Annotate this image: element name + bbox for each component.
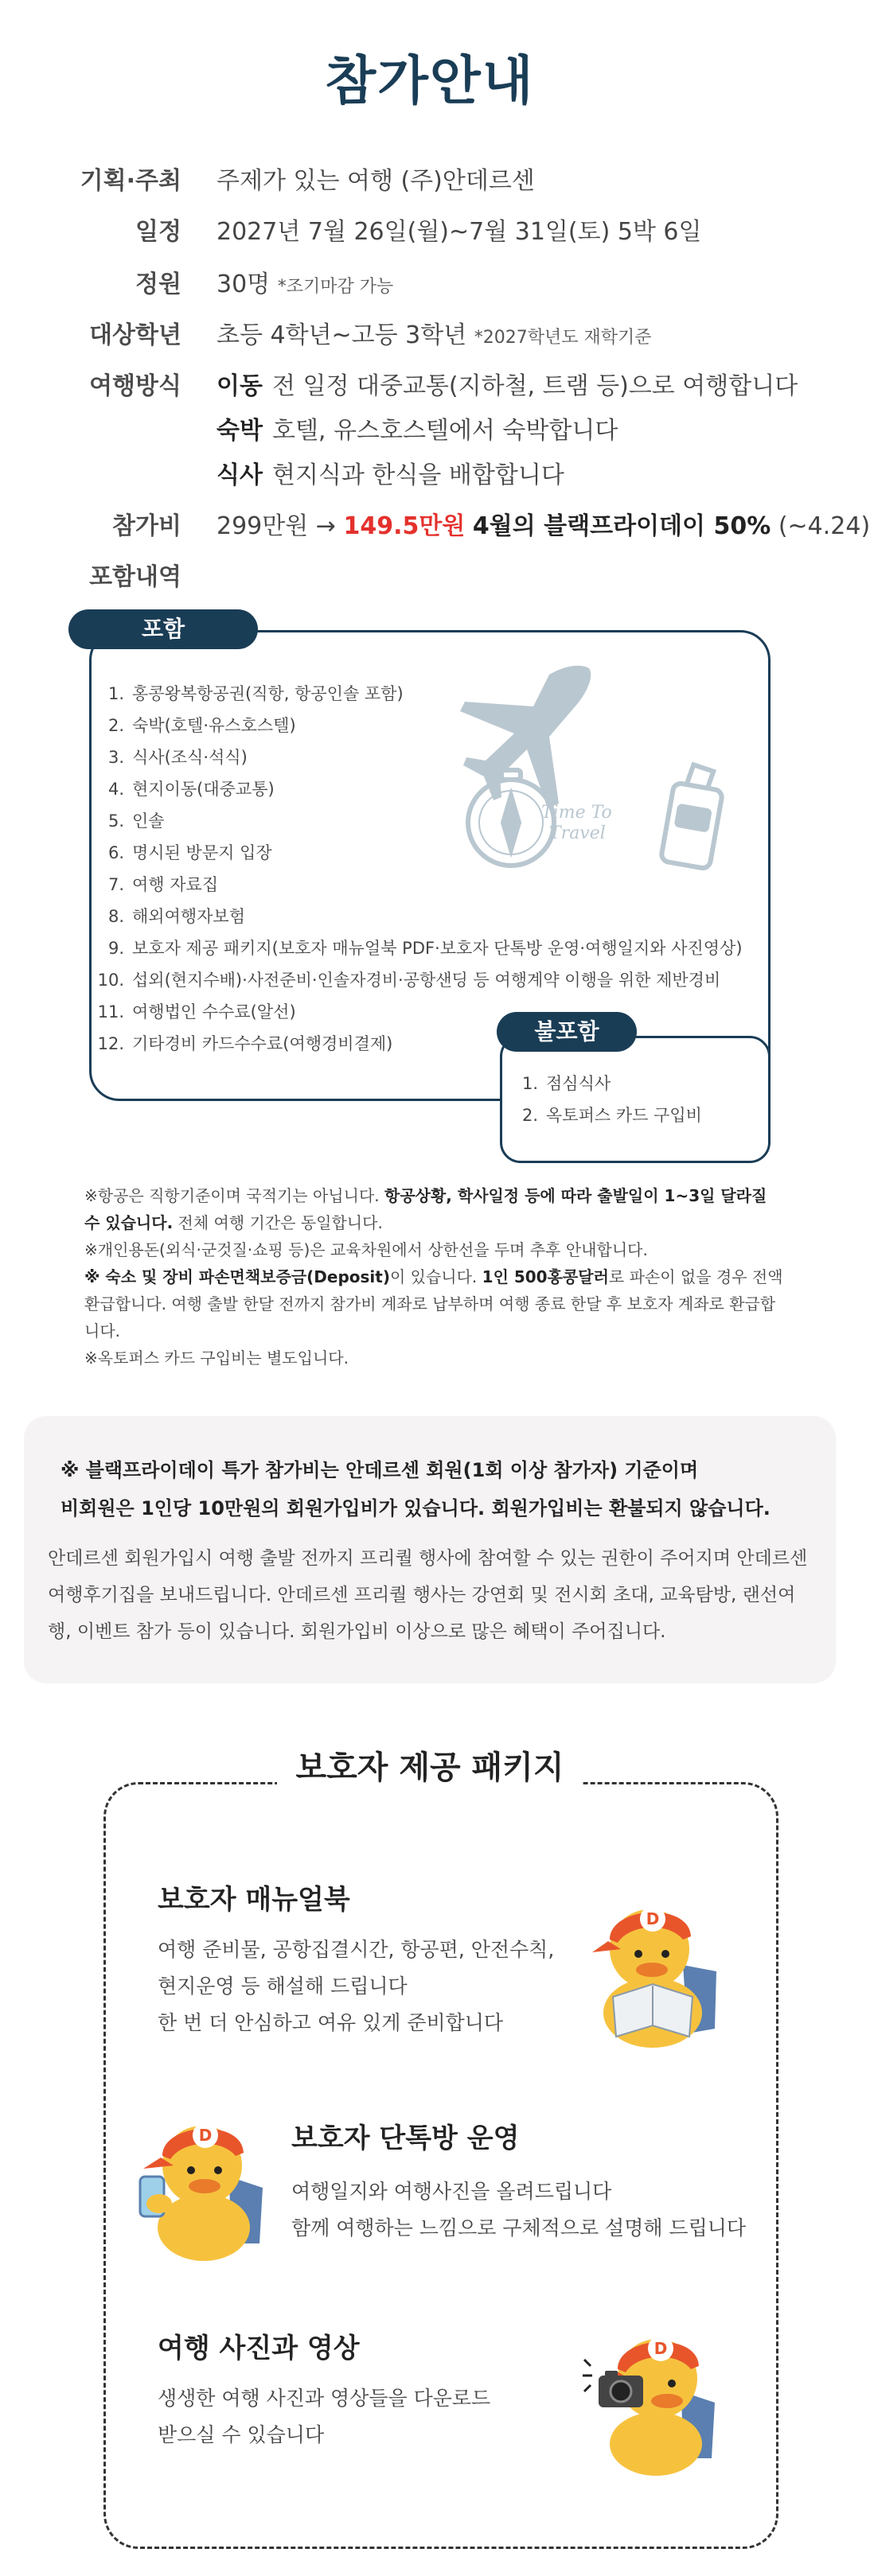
info-row-schedule (0, 212, 860, 256)
info-label: 기획·주최 (80, 167, 181, 195)
duck-mascot-phone (135, 2100, 271, 2267)
cap-letter: D (653, 2339, 668, 2358)
info-row-method (0, 366, 860, 411)
info-row-method-stay (0, 411, 860, 455)
note-deposit: ※ 숙소 및 장비 파손면책보증금(Deposit)이 있습니다. 1인 500홍콩달러로 파손이 없을 경우 전액 환급합니다. 여행 출발 한달 전까지 참가비 계좌로 납부하며 여행 종료 한달 후 보호자 계좌로 환급합니다. (84, 1267, 783, 1341)
note-flight: ※항공은 직항기준이며 국적기는 아닙니다. 항공상황, 학사일정 등에 따라 출발일이 1~3일 달라질 수 있습니다. 전체 여행 기간은 동일합니다. (84, 1186, 767, 1232)
info-row-capacity (0, 264, 860, 309)
price-old: 299만원 (217, 512, 309, 540)
list-item: 7. 여행 자료집 (107, 875, 219, 894)
note-octopus: ※옥토퍼스 카드 구입비는 별도입니다. (84, 1348, 349, 1368)
info-label: 여행방식 (89, 372, 181, 400)
price-new: 149.5만원 (343, 512, 466, 540)
list-item: 3. 식사(조식·석식) (107, 748, 248, 767)
info-label: 정원 (135, 270, 181, 298)
grade-value: 초등 4학년~고등 3학년 (217, 321, 467, 349)
capacity-note: *조기마감 가능 (277, 277, 394, 297)
list-item: 2. 숙박(호텔·유스호스텔) (107, 716, 296, 735)
member-notice-line2: 비회원은 1인당 10만원의 회원가입비가 있습니다. 회원가입비는 환불되지 않습니다. (60, 1497, 771, 1520)
list-item: 4. 현지이동(대중교통) (107, 780, 275, 799)
duck-mascot-reading (589, 1878, 724, 2053)
capacity-value: 30명 (217, 270, 271, 298)
grade-note: *2027학년도 재학기준 (474, 328, 652, 348)
info-label: 대상학년 (89, 321, 181, 349)
promo-date: (~4.24) (778, 512, 870, 540)
list-item: 5. 인솔 (107, 811, 165, 831)
list-item: 9. 보호자 제공 패키지(보호자 매뉴얼북 PDF·보호자 단톡방 운영·여행일지와 사진영상) (107, 939, 743, 958)
list-item: 10. 섭외(현지수배)·사전준비·인솔자경비·공항샌딩 등 여행계약 이행을 위한 제반경비 (97, 971, 721, 990)
method-text: 호텔, 유스호스텔에서 숙박합니다 (271, 417, 618, 445)
method-key: 이동 (217, 372, 263, 400)
illustration-text: Time To (541, 803, 612, 823)
exclude-tag: 불포함 (497, 1012, 637, 1052)
method-text: 전 일정 대중교통(지하철, 트램 등)으로 여행합니다 (271, 372, 798, 400)
method-key: 식사 (217, 461, 263, 489)
info-value-wrap (217, 315, 652, 350)
list-item: 12. 기타경비 카드수수료(여행경비결제) (97, 1034, 393, 1053)
include-tag: 포함 (68, 609, 258, 649)
notes (84, 1182, 785, 1372)
info-row-organizer (0, 161, 860, 205)
method-line-meal (217, 455, 564, 490)
info-row-grade (0, 315, 860, 360)
method-line-move (217, 366, 798, 401)
list-item: 8. 해외여행자보험 (107, 907, 246, 926)
feature-title: 보호자 단톡방 운영 (291, 2123, 520, 2154)
method-text: 현지식과 한식을 배합합니다 (271, 461, 564, 489)
info-value-wrap (217, 264, 393, 299)
list-item: 1. 홍콩왕복항공권(직항, 항공인솔 포함) (107, 684, 404, 703)
info-row-method-meal (0, 455, 860, 500)
method-line-stay (217, 411, 618, 446)
illustration-text: Travel (549, 823, 606, 843)
arrow-icon: → (315, 512, 336, 540)
member-notice-line1: ※ 블랙프라이데이 특가 참가비는 안데르센 회원(1회 이상 참가자) 기준이며 (60, 1459, 699, 1481)
feature-body: 여행 준비물, 공항집결시간, 항공편, 안전수칙, 현지운영 등 해설해 드립니다 한 번 더 안심하고 여유 있게 준비합니다 (158, 1938, 555, 2034)
exclude-list (506, 1068, 702, 1131)
info-label: 일정 (135, 218, 181, 246)
price-line (217, 506, 870, 541)
info-row-includes (0, 557, 860, 601)
info-value: 2027년 7월 26일(월)~7월 31일(토) 5박 6일 (217, 218, 702, 246)
info-label: 참가비 (112, 512, 181, 540)
note-allowance: ※개인용돈(외식·군것질·쇼핑 등)은 교육차원에서 상한선을 두며 추후 안내합니다. (84, 1240, 648, 1259)
list-item: 11. 여행법인 수수료(알선) (97, 1002, 296, 1021)
cap-letter: D (646, 1909, 660, 1928)
info-label: 포함내역 (89, 563, 181, 591)
feature-body: 여행일지와 여행사진을 올려드립니다 함께 여행하는 느낌으로 구체적으로 설명해 드립니다 (291, 2180, 747, 2239)
suitcase-icon (661, 765, 723, 870)
feature-title: 여행 사진과 영상 (158, 2333, 360, 2364)
airplane-icon (460, 666, 591, 808)
cap-letter: D (198, 2126, 213, 2145)
method-key: 숙박 (217, 417, 263, 445)
travel-illustration (454, 660, 740, 883)
package-title: 보호자 제공 패키지 (277, 1742, 583, 1788)
feature-title: 보호자 매뉴얼북 (158, 1884, 350, 1916)
list-item: 6. 명시된 방문지 입장 (107, 843, 272, 862)
info-value: 주제가 있는 여행 (주)안데르센 (217, 167, 535, 195)
promo-label: 4월의 블랙프라이데이 50% (472, 512, 771, 540)
member-notice-box (24, 1416, 836, 1683)
duck-mascot-camera (581, 2315, 724, 2482)
package-title-wrap (0, 1742, 860, 1788)
list-item: 2. 옥토퍼스 카드 구입비 (521, 1106, 702, 1125)
member-notice-body: 안데르센 회원가입시 여행 출발 전까지 프리퀄 행사에 참여할 수 있는 권한이 주어지며 안데르센 여행후기집을 보내드립니다. 안데르센 프리퀄 행사는 강연회 및 전시회 초대, 교육탐방, 랜선여행, 이벤트 참가 등이 있습니다. 회원가입비 이상으로 많은 혜택이 주어집니다. (48, 1548, 808, 1642)
feature-body: 생생한 여행 사진과 영상들을 다운로드 받으실 수 있습니다 (158, 2387, 491, 2446)
page-title: 참가안내 (325, 50, 535, 111)
list-item: 1. 점심식사 (521, 1074, 611, 1093)
info-row-price (0, 506, 870, 551)
